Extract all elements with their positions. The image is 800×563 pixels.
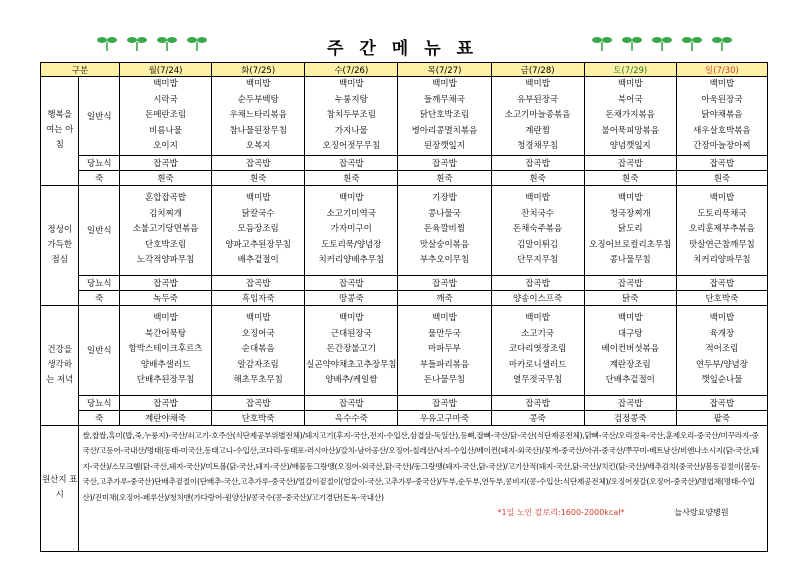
porridge-cell: 깨죽	[398, 290, 491, 305]
diabetic-diet-cell: 잡곡밥	[491, 155, 584, 170]
menu-item: 맛살숭이볶음	[419, 239, 470, 250]
menu-item: 치커리양파무침	[693, 255, 751, 266]
menu-cell	[398, 305, 491, 395]
menu-item: 닭칼국수	[241, 208, 275, 219]
menu-item: 백미밥	[709, 79, 735, 89]
general-diet-label: 일반식	[79, 77, 120, 156]
menu-item: 백미밥	[245, 313, 271, 324]
menu-item: 참나물된장무침	[229, 125, 287, 136]
porridge-cell: 단호박죽	[212, 410, 305, 425]
menu-cell	[119, 305, 211, 395]
diabetic-diet-cell: 잡곡밥	[212, 155, 305, 170]
diabetic-diet-cell: 잡곡밥	[212, 395, 305, 410]
menu-item: 오징어국	[241, 328, 275, 339]
menu-item: 돈채숙주볶음	[512, 224, 563, 235]
meal-general-row	[41, 185, 768, 275]
menu-cell	[584, 305, 676, 395]
menu-cell	[119, 185, 211, 275]
menu-cell	[676, 305, 767, 395]
menu-item: 소고기마늘종볶음	[504, 110, 571, 120]
menu-item: 오이지	[153, 141, 178, 151]
hospital-name: 늘사랑요양병원	[674, 508, 729, 518]
menu-item: 돈육깔비찜	[423, 224, 465, 235]
menu-item: 오징어브로컬리초무침	[589, 239, 672, 250]
header-day: 월(7/24)	[119, 63, 211, 77]
menu-item: 불어묵피망볶음	[601, 125, 659, 136]
menu-item: 백미밥	[153, 313, 178, 324]
menu-item: 단배추겉절이	[605, 375, 655, 386]
menu-item: 콩나물무침	[609, 255, 651, 266]
meal-general-row	[41, 77, 768, 156]
menu-item: 백미밥	[245, 79, 271, 89]
menu-item: 닭단호박조림	[419, 110, 470, 120]
diabetic-diet-row	[41, 395, 768, 410]
menu-item: 돈나물무침	[423, 375, 465, 386]
menu-item: 백미밥	[245, 193, 271, 204]
menu-item: 가지나물	[334, 125, 368, 136]
menu-item: 근대된장국	[330, 328, 372, 339]
origin-footer	[82, 507, 764, 523]
header-day: 수(7/26)	[305, 63, 398, 77]
sprout-icon	[620, 34, 644, 52]
title-row	[0, 30, 800, 58]
menu-item: 백미밥	[339, 79, 364, 89]
menu-item: 아욱된장국	[701, 94, 743, 105]
menu-item: 열무젓국무침	[512, 375, 563, 386]
menu-item: 가자미구이	[330, 224, 372, 235]
porridge-row	[41, 170, 768, 185]
porridge-label: 죽	[79, 410, 120, 425]
menu-item: 해초무초무침	[233, 375, 283, 386]
menu-item: 백미밥	[709, 193, 735, 204]
porridge-cell: 흑임자죽	[212, 290, 305, 305]
menu-item: 오복지	[245, 141, 271, 151]
diabetic-diet-cell: 잡곡밥	[119, 395, 211, 410]
porridge-cell: 우유고구마죽	[398, 410, 491, 425]
weekly-menu-table	[40, 62, 768, 552]
menu-item: 백미밥	[709, 313, 735, 324]
diabetic-diet-cell: 잡곡밥	[584, 395, 676, 410]
diabetic-diet-cell: 잡곡밥	[398, 155, 491, 170]
menu-cell	[212, 185, 305, 275]
menu-item: 부추오이무침	[419, 255, 470, 266]
diabetic-diet-label: 당뇨식	[79, 395, 120, 410]
header-day: 화(7/25)	[212, 63, 305, 77]
menu-item: 적어조림	[705, 344, 739, 355]
menu-cell	[305, 185, 398, 275]
menu-item: 연두부/양념장	[695, 359, 748, 370]
menu-item: 백미밥	[432, 79, 457, 89]
menu-item: 모듬장조림	[237, 224, 279, 235]
meal-label: 행복을 여는 아침	[41, 77, 79, 186]
diabetic-diet-cell: 잡곡밥	[212, 275, 305, 290]
menu-item: 마파두부	[428, 344, 461, 355]
menu-item: 백미밥	[153, 79, 178, 89]
porridge-cell: 땅콩죽	[305, 290, 398, 305]
porridge-cell: 흰죽	[398, 170, 491, 185]
meal-label: 건강을 생각하는 저녁	[41, 305, 79, 425]
menu-cell	[676, 77, 767, 156]
menu-item: 오징어젓무무침	[322, 141, 381, 151]
table-header-row	[41, 63, 768, 77]
diabetic-diet-cell: 잡곡밥	[676, 155, 767, 170]
menu-item: 닭야채볶음	[701, 110, 743, 120]
menu-item: 유부된장국	[517, 94, 559, 105]
menu-item: 들깨무채국	[423, 94, 465, 105]
meal-general-row	[41, 305, 768, 395]
menu-item: 백미밥	[339, 313, 364, 324]
menu-item: 잔치국수	[521, 208, 555, 219]
porridge-cell: 흰죽	[676, 170, 767, 185]
menu-item: 기장밥	[432, 193, 457, 204]
menu-item: 우채느타리볶음	[229, 110, 287, 120]
menu-item: 육개장	[709, 328, 735, 339]
diabetic-diet-cell: 잡곡밥	[584, 275, 676, 290]
menu-item: 새우살호박볶음	[693, 125, 751, 136]
diabetic-diet-cell: 잡곡밥	[119, 155, 211, 170]
porridge-cell: 흰죽	[119, 170, 211, 185]
porridge-cell: 계란야채죽	[119, 410, 211, 425]
page-title: 주간메뉴표	[326, 39, 490, 59]
origin-text: 쌀,찹쌀,흑미(밥,죽,누룽지)-국산/쇠고기-호주산(식단제공부위별전체)/돼지고기(후지-국산,전지-수입산,삼겹살-독일산),등뼈,잡뼈-국산/닭-국산(식단제공전체),닭뼈-국산/오리정육-국산,훈제오리-중국산/미꾸라지-중국산/고등어-국내산/명태(동태-미국산,동태고니-수입산,코다리-동태포-러시아산)/갈치-남아공산/오징어-칠레산/낙지-수입산/베이컨(돼지-외국산)/꽃게-중국산/아귀-중국산/쭈꾸미-베트남산/비엔나소시지(닭-국산,돼지-국산)/스모크햄(닭-국산,돼지-국산)/미트볼(닭-국산,돼지-국산)/배물동그랑땡(오징어-외국산,닭-국산)/동그랑땡(돼지-국산,닭-국산)/고기산적(돼지-국산,닭-국산)/치킨(닭-국산)/배추김치(중국산)/봄동겉절이(봄동-국산,고추가루-중국산)단배추겉절이(단배추-국산,고추가루-중국산)/얼갈이겉절이(얼갈이-국산,고추가루-중국산)/두부,순두부,연두부,콩비지(콩-수입산:식단제공전체)/오징어젓갈(오징어-중국산)/명엽채(명태-수입산)/진미채(오징어-페루산)/청치맨(가다랑어-원양산)/콩국수(콩-중국산)/고기경단(돈육-국내산)	[82, 430, 761, 502]
diabetic-diet-cell: 잡곡밥	[676, 275, 767, 290]
menu-item: 단무지무침	[517, 255, 559, 266]
diabetic-diet-row	[41, 155, 768, 170]
menu-item: 코다리엿장조림	[508, 344, 567, 355]
menu-item: 베이컨버섯볶음	[601, 344, 659, 355]
menu-item: 소고기미역국	[326, 208, 376, 219]
diabetic-diet-cell: 잡곡밥	[491, 395, 584, 410]
porridge-cell: 흰죽	[305, 170, 398, 185]
menu-item: 마카로니샐러드	[508, 359, 567, 370]
porridge-cell: 흰죽	[584, 170, 676, 185]
menu-cell	[491, 185, 584, 275]
porridge-label: 죽	[79, 290, 120, 305]
menu-cell	[491, 305, 584, 395]
porridge-cell: 옥수수죽	[305, 410, 398, 425]
menu-item: 백미밥	[525, 313, 550, 324]
menu-cell	[676, 185, 767, 275]
diabetic-diet-cell: 잡곡밥	[305, 155, 398, 170]
diabetic-diet-label: 당뇨식	[79, 155, 120, 170]
menu-cell	[584, 77, 676, 156]
menu-body	[41, 77, 768, 426]
menu-item: 병아리콩멸치볶음	[411, 125, 478, 136]
menu-item: 콩나물국	[428, 208, 461, 219]
header-day: 금(7/28)	[491, 63, 584, 77]
menu-item: 시락국	[153, 94, 178, 105]
porridge-cell: 콩죽	[491, 410, 584, 425]
sprout-icon	[650, 34, 674, 52]
menu-item: 돈메란조림	[145, 110, 187, 120]
menu-cell	[212, 77, 305, 156]
porridge-cell: 녹두죽	[119, 290, 211, 305]
diabetic-diet-cell: 잡곡밥	[676, 395, 767, 410]
menu-item: 백미밥	[617, 79, 643, 89]
menu-item: 돈채가지볶음	[605, 110, 655, 120]
menu-cell	[305, 305, 398, 395]
menu-cell	[398, 77, 491, 156]
menu-item: 소불고기당면볶음	[132, 224, 199, 235]
menu-item: 양배추/케일쌈	[325, 375, 378, 386]
menu-item: 단배추된장무침	[136, 375, 195, 386]
sprout-icon	[710, 34, 734, 52]
general-diet-label: 일반식	[79, 305, 120, 395]
menu-item: 부들파리볶음	[419, 359, 470, 370]
diabetic-diet-cell: 잡곡밥	[491, 275, 584, 290]
menu-item: 단호박조림	[145, 239, 187, 250]
menu-item: 참치두부조림	[326, 110, 376, 120]
header-day-saturday: 토(7/29)	[584, 63, 676, 77]
origin-label: 원산지 표시	[41, 425, 79, 551]
header-day-sunday: 일(7/30)	[676, 63, 767, 77]
sprout-icon	[590, 34, 614, 52]
menu-item: 양배추샐러드	[140, 359, 191, 370]
sprout-decoration-right	[590, 34, 734, 52]
menu-item: 도토리묵채국	[697, 208, 747, 219]
origin-cell	[79, 425, 768, 551]
meal-label: 정성이 가득한 점심	[41, 185, 79, 305]
menu-item: 백미밥	[339, 193, 364, 204]
porridge-label: 죽	[79, 170, 120, 185]
header-gubun: 구분	[41, 63, 120, 77]
menu-cell	[584, 185, 676, 275]
diabetic-diet-cell: 잡곡밥	[305, 395, 398, 410]
calorie-note: *1일 노인 칼로리:1600-2000kcal*	[497, 508, 625, 518]
menu-item: 함박스테이크후르츠	[128, 344, 203, 355]
menu-item: 치커리양배추무침	[318, 255, 385, 266]
menu-item: 누룽지탕	[334, 94, 368, 105]
menu-item: 실곤약야채초고추장무침	[306, 359, 397, 370]
menu-item: 양념깻잎지	[609, 141, 651, 151]
menu-item: 백미밥	[432, 313, 457, 324]
menu-cell	[491, 77, 584, 156]
menu-item: 백미밥	[617, 313, 643, 324]
porridge-row	[41, 410, 768, 425]
origin-row	[41, 425, 768, 551]
diabetic-diet-cell: 잡곡밥	[584, 155, 676, 170]
porridge-row	[41, 290, 768, 305]
menu-item: 대구탕	[617, 328, 643, 339]
porridge-cell: 흰죽	[212, 170, 305, 185]
menu-cell	[398, 185, 491, 275]
menu-item: 깻잎순나물	[701, 375, 743, 386]
menu-item: 맛살연근참깨무침	[689, 239, 755, 250]
sprout-icon	[680, 34, 704, 52]
diabetic-diet-cell: 잡곡밥	[119, 275, 211, 290]
menu-item: 돈간장불고기	[326, 344, 376, 355]
menu-item: 백미밥	[617, 193, 643, 204]
menu-cell	[119, 77, 211, 156]
diabetic-diet-label: 당뇨식	[79, 275, 120, 290]
diabetic-diet-row	[41, 275, 768, 290]
diabetic-diet-cell: 잡곡밥	[398, 275, 491, 290]
porridge-cell: 검정콩죽	[584, 410, 676, 425]
porridge-cell: 닭죽	[584, 290, 676, 305]
header-day: 목(7/27)	[398, 63, 491, 77]
diabetic-diet-cell: 잡곡밥	[305, 275, 398, 290]
porridge-cell: 팥죽	[676, 410, 767, 425]
menu-item: 된장깻잎지	[423, 141, 465, 151]
menu-item: 혼합잡곡밥	[145, 193, 187, 204]
menu-cell	[305, 77, 398, 156]
menu-item: 청국장찌개	[609, 208, 651, 219]
menu-item: 양파고추된장무침	[225, 239, 292, 250]
menu-item: 계란찜	[525, 125, 550, 136]
general-diet-label: 일반식	[79, 185, 120, 275]
menu-item: 도토리묵/양념장	[321, 239, 382, 250]
menu-item: 비름나물	[149, 125, 182, 136]
menu-item: 배추겉절이	[237, 255, 279, 266]
diabetic-diet-cell: 잡곡밥	[398, 395, 491, 410]
menu-item: 물만두국	[428, 328, 461, 339]
porridge-cell: 단호박죽	[676, 290, 767, 305]
menu-item: 김치찌개	[149, 208, 182, 219]
menu-item: 백미밥	[525, 193, 550, 204]
menu-item: 순두부백탕	[237, 94, 279, 105]
menu-item: 닭도리	[617, 224, 643, 235]
menu-item: 계란장조림	[609, 359, 651, 370]
menu-item: 간장마늘장아찌	[693, 141, 751, 151]
menu-item: 알감자조림	[237, 359, 279, 370]
menu-item: 오리훈제부추볶음	[689, 224, 755, 235]
porridge-cell: 양송이스프죽	[491, 290, 584, 305]
menu-item: 순대볶음	[241, 344, 275, 355]
menu-item: 북어국	[617, 94, 643, 105]
menu-item: 노각적양파무침	[136, 255, 195, 266]
menu-item: 청경채무침	[517, 141, 559, 151]
menu-item: 백미밥	[525, 79, 550, 89]
menu-item: 김말이튀김	[517, 239, 559, 250]
menu-item: 소고기국	[521, 328, 555, 339]
menu-cell	[212, 305, 305, 395]
porridge-cell: 흰죽	[491, 170, 584, 185]
menu-item: 북간어묵탕	[145, 328, 187, 339]
